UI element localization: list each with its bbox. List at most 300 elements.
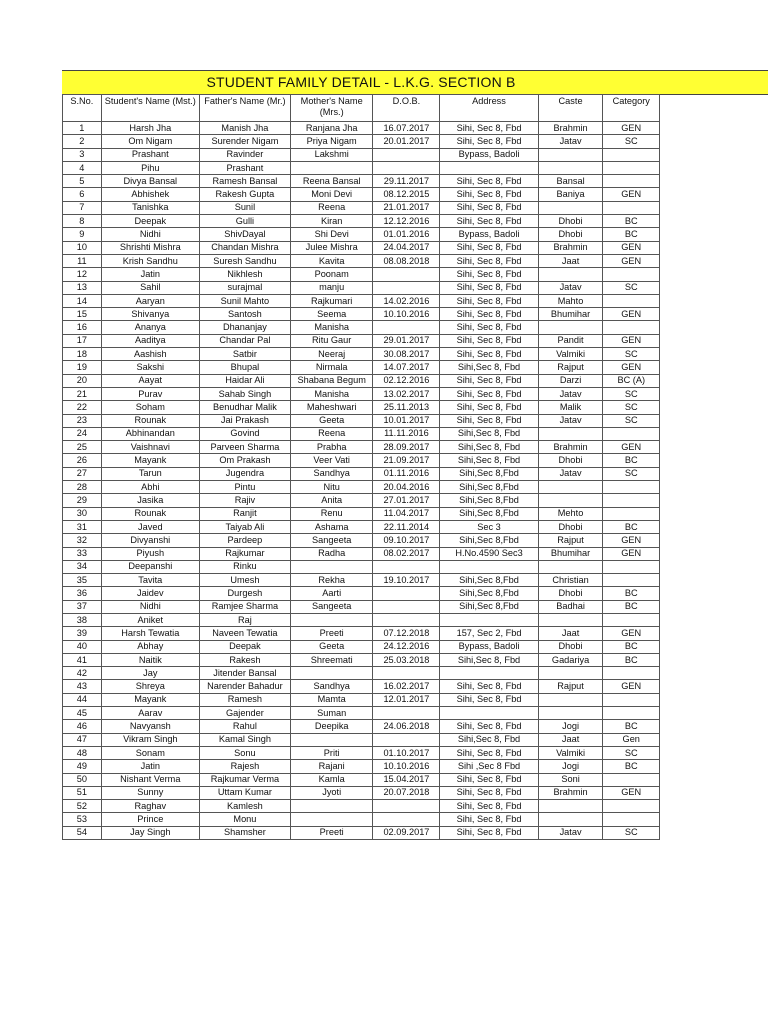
cell-dob (373, 800, 440, 813)
cell-category: Gen (603, 733, 660, 746)
cell-father-name: Govind (199, 427, 290, 440)
cell-address (440, 161, 538, 174)
cell-category (603, 507, 660, 520)
cell-caste: Mahto (538, 294, 603, 307)
cell-student-name: Abhinandan (101, 427, 199, 440)
cell-dob: 12.12.2016 (373, 215, 440, 228)
cell-dob: 19.10.2017 (373, 574, 440, 587)
cell-father-name: Durgesh (199, 587, 290, 600)
cell-sno: 11 (63, 254, 102, 267)
cell-caste: Rajput (538, 361, 603, 374)
cell-dob (373, 600, 440, 613)
table-row (63, 441, 660, 454)
cell-sno: 32 (63, 534, 102, 547)
cell-caste: Dhobi (538, 215, 603, 228)
table-row (63, 135, 660, 148)
cell-address: Sihi,Sec 8,Fbd (440, 467, 538, 480)
table-row (63, 707, 660, 720)
cell-student-name: Sunny (101, 786, 199, 799)
cell-sno: 14 (63, 294, 102, 307)
cell-dob: 01.01.2016 (373, 228, 440, 241)
cell-address: Sihi, Sec 8, Fbd (440, 773, 538, 786)
cell-mother-name: Ranjana Jha (290, 122, 373, 135)
table-row (63, 813, 660, 826)
cell-address (440, 667, 538, 680)
cell-sno: 26 (63, 454, 102, 467)
table-row (63, 175, 660, 188)
cell-address: Sihi, Sec 8, Fbd (440, 414, 538, 427)
cell-father-name: Santosh (199, 308, 290, 321)
cell-caste: Pandit (538, 334, 603, 347)
cell-father-name: Rajkumar Verma (199, 773, 290, 786)
cell-caste: Jogi (538, 720, 603, 733)
cell-mother-name: Sandhya (290, 467, 373, 480)
cell-caste: Brahmin (538, 786, 603, 799)
cell-address: Sihi, Sec 8, Fbd (440, 321, 538, 334)
cell-mother-name: Manisha (290, 387, 373, 400)
cell-category (603, 494, 660, 507)
cell-student-name: Vikram Singh (101, 733, 199, 746)
cell-caste (538, 707, 603, 720)
cell-father-name: Manish Jha (199, 122, 290, 135)
header-sno: S.No. (63, 95, 102, 122)
cell-category: GEN (603, 547, 660, 560)
cell-mother-name: Moni Devi (290, 188, 373, 201)
cell-address: Sihi, Sec 8, Fbd (440, 241, 538, 254)
table-row (63, 587, 660, 600)
cell-dob: 25.11.2013 (373, 401, 440, 414)
cell-mother-name: Preeti (290, 826, 373, 839)
cell-dob: 08.02.2017 (373, 547, 440, 560)
cell-address: H.No.4590 Sec3 (440, 547, 538, 560)
cell-dob: 30.08.2017 (373, 348, 440, 361)
cell-student-name: Purav (101, 387, 199, 400)
cell-address (440, 707, 538, 720)
cell-caste (538, 800, 603, 813)
cell-category: BC (603, 600, 660, 613)
cell-sno: 45 (63, 707, 102, 720)
cell-caste: Jatav (538, 826, 603, 839)
cell-dob: 08.08.2018 (373, 254, 440, 267)
cell-mother-name: Neeraj (290, 348, 373, 361)
cell-dob: 01.10.2017 (373, 746, 440, 759)
cell-category: GEN (603, 241, 660, 254)
cell-category: BC (603, 520, 660, 533)
sheet-title: STUDENT FAMILY DETAIL - L.K.G. SECTION B (206, 74, 516, 90)
table-row (63, 720, 660, 733)
cell-dob: 01.11.2016 (373, 467, 440, 480)
cell-dob: 20.07.2018 (373, 786, 440, 799)
cell-dob: 02.12.2016 (373, 374, 440, 387)
cell-dob: 24.06.2018 (373, 720, 440, 733)
cell-sno: 53 (63, 813, 102, 826)
cell-student-name: Divya Bansal (101, 175, 199, 188)
cell-address: Sihi, Sec 8, Fbd (440, 374, 538, 387)
table-row (63, 547, 660, 560)
cell-father-name: Rajiv (199, 494, 290, 507)
cell-student-name: Sahil (101, 281, 199, 294)
cell-address: Sihi ,Sec 8 Fbd (440, 760, 538, 773)
cell-address: 157, Sec 2, Fbd (440, 627, 538, 640)
cell-dob: 10.10.2016 (373, 760, 440, 773)
cell-category (603, 800, 660, 813)
cell-mother-name: Maheshwari (290, 401, 373, 414)
cell-sno: 42 (63, 667, 102, 680)
cell-father-name: Shamsher (199, 826, 290, 839)
cell-sno: 54 (63, 826, 102, 839)
cell-address: Sihi, Sec 8, Fbd (440, 813, 538, 826)
table-row (63, 667, 660, 680)
table-row (63, 627, 660, 640)
cell-address: Sihi,Sec 8,Fbd (440, 574, 538, 587)
cell-mother-name: Deepika (290, 720, 373, 733)
cell-father-name: Pintu (199, 481, 290, 494)
table-row (63, 321, 660, 334)
cell-dob: 24.12.2016 (373, 640, 440, 653)
cell-mother-name: Aarti (290, 587, 373, 600)
cell-mother-name: Priti (290, 746, 373, 759)
cell-dob: 14.07.2017 (373, 361, 440, 374)
cell-student-name: Aayat (101, 374, 199, 387)
cell-student-name: Abhi (101, 481, 199, 494)
cell-mother-name: Nirmala (290, 361, 373, 374)
cell-category: GEN (603, 680, 660, 693)
cell-mother-name: Kamla (290, 773, 373, 786)
cell-category (603, 574, 660, 587)
table-row (63, 161, 660, 174)
cell-mother-name: Rajani (290, 760, 373, 773)
cell-sno: 50 (63, 773, 102, 786)
cell-category: SC (603, 414, 660, 427)
cell-category: GEN (603, 188, 660, 201)
cell-caste: Valmiki (538, 348, 603, 361)
cell-caste: Valmiki (538, 746, 603, 759)
cell-father-name: Raj (199, 613, 290, 626)
cell-sno: 34 (63, 560, 102, 573)
cell-sno: 24 (63, 427, 102, 440)
cell-caste: Jatav (538, 387, 603, 400)
cell-mother-name: Geeta (290, 414, 373, 427)
cell-category: BC (603, 720, 660, 733)
cell-caste: Dhobi (538, 587, 603, 600)
cell-student-name: Tarun (101, 467, 199, 480)
cell-mother-name: Poonam (290, 268, 373, 281)
cell-category: GEN (603, 786, 660, 799)
table-row (63, 613, 660, 626)
cell-student-name: Shreya (101, 680, 199, 693)
cell-caste: Brahmin (538, 122, 603, 135)
cell-student-name: Om Nigam (101, 135, 199, 148)
table-row (63, 188, 660, 201)
cell-caste (538, 560, 603, 573)
cell-father-name: Uttam Kumar (199, 786, 290, 799)
cell-sno: 39 (63, 627, 102, 640)
cell-address: Sihi,Sec 8, Fbd (440, 653, 538, 666)
cell-sno: 28 (63, 481, 102, 494)
cell-dob: 14.02.2016 (373, 294, 440, 307)
table-row (63, 507, 660, 520)
cell-address: Sihi,Sec 8, Fbd (440, 427, 538, 440)
cell-category (603, 667, 660, 680)
cell-student-name: Rounak (101, 414, 199, 427)
cell-sno: 17 (63, 334, 102, 347)
cell-student-name: Aaryan (101, 294, 199, 307)
cell-address: Sihi, Sec 8, Fbd (440, 746, 538, 759)
cell-caste: Jatav (538, 135, 603, 148)
cell-dob: 22.11.2014 (373, 520, 440, 533)
cell-sno: 27 (63, 467, 102, 480)
cell-father-name: Kamal Singh (199, 733, 290, 746)
header-mother-name: Mother's Name (Mrs.) (290, 95, 373, 122)
cell-address: Sihi, Sec 8, Fbd (440, 188, 538, 201)
cell-caste (538, 613, 603, 626)
cell-category: GEN (603, 627, 660, 640)
cell-caste: Dhobi (538, 520, 603, 533)
cell-address: Sihi, Sec 8, Fbd (440, 786, 538, 799)
cell-mother-name: Seema (290, 308, 373, 321)
cell-dob (373, 148, 440, 161)
cell-category: SC (603, 348, 660, 361)
header-student-name: Student's Name (Mst.) (101, 95, 199, 122)
cell-father-name: Kamlesh (199, 800, 290, 813)
table-row (63, 600, 660, 613)
cell-sno: 2 (63, 135, 102, 148)
cell-category (603, 481, 660, 494)
cell-category: GEN (603, 308, 660, 321)
cell-caste: Bhumihar (538, 547, 603, 560)
cell-category: BC (603, 653, 660, 666)
cell-dob: 10.10.2016 (373, 308, 440, 321)
cell-student-name: Soham (101, 401, 199, 414)
cell-caste: Malik (538, 401, 603, 414)
cell-address: Sihi, Sec 8, Fbd (440, 348, 538, 361)
cell-mother-name: Suman (290, 707, 373, 720)
cell-father-name: Prashant (199, 161, 290, 174)
table-row (63, 201, 660, 214)
cell-category (603, 560, 660, 573)
cell-dob (373, 281, 440, 294)
cell-address: Sihi,Sec 8,Fbd (440, 600, 538, 613)
cell-mother-name: Reena Bansal (290, 175, 373, 188)
cell-father-name: Jai Prakash (199, 414, 290, 427)
cell-student-name: Jay Singh (101, 826, 199, 839)
cell-caste: Jatav (538, 414, 603, 427)
table-row (63, 228, 660, 241)
table-row (63, 148, 660, 161)
cell-category (603, 693, 660, 706)
table-row (63, 574, 660, 587)
cell-student-name: Harsh Tewatia (101, 627, 199, 640)
table-row (63, 215, 660, 228)
cell-caste: Bhumihar (538, 308, 603, 321)
cell-student-name: Harsh Jha (101, 122, 199, 135)
cell-father-name: Rakesh Gupta (199, 188, 290, 201)
cell-student-name: Deepanshi (101, 560, 199, 573)
cell-mother-name: Ashama (290, 520, 373, 533)
table-row (63, 467, 660, 480)
cell-student-name: Sakshi (101, 361, 199, 374)
cell-mother-name: Sangeeta (290, 534, 373, 547)
cell-caste: Rajput (538, 534, 603, 547)
cell-mother-name (290, 733, 373, 746)
cell-sno: 46 (63, 720, 102, 733)
cell-address: Sihi, Sec 8, Fbd (440, 387, 538, 400)
cell-dob (373, 813, 440, 826)
cell-caste (538, 427, 603, 440)
cell-father-name: Jitender Bansal (199, 667, 290, 680)
cell-mother-name: Kavita (290, 254, 373, 267)
cell-student-name: Navyansh (101, 720, 199, 733)
cell-student-name: Mayank (101, 454, 199, 467)
table-row (63, 773, 660, 786)
table-row (63, 387, 660, 400)
cell-father-name: Nikhlesh (199, 268, 290, 281)
table-row (63, 254, 660, 267)
cell-mother-name: Sangeeta (290, 600, 373, 613)
cell-student-name: Aashish (101, 348, 199, 361)
cell-student-name: Pihu (101, 161, 199, 174)
cell-father-name: surajmal (199, 281, 290, 294)
cell-sno: 33 (63, 547, 102, 560)
table-row (63, 361, 660, 374)
header-category: Category (603, 95, 660, 122)
cell-student-name: Tanishka (101, 201, 199, 214)
cell-mother-name: Priya Nigam (290, 135, 373, 148)
cell-father-name: Om Prakash (199, 454, 290, 467)
cell-sno: 44 (63, 693, 102, 706)
cell-dob: 21.09.2017 (373, 454, 440, 467)
cell-student-name: Aaditya (101, 334, 199, 347)
cell-mother-name: Shabana Begum (290, 374, 373, 387)
cell-category: SC (603, 401, 660, 414)
cell-address: Sihi, Sec 8, Fbd (440, 268, 538, 281)
cell-father-name: Rajesh (199, 760, 290, 773)
cell-sno: 51 (63, 786, 102, 799)
cell-father-name: Chandan Mishra (199, 241, 290, 254)
cell-category: GEN (603, 441, 660, 454)
cell-dob (373, 707, 440, 720)
cell-caste: Christian (538, 574, 603, 587)
cell-caste (538, 321, 603, 334)
cell-student-name: Divyanshi (101, 534, 199, 547)
cell-caste: Jaat (538, 627, 603, 640)
cell-category (603, 161, 660, 174)
cell-mother-name: Rekha (290, 574, 373, 587)
cell-student-name: Abhishek (101, 188, 199, 201)
table-row (63, 760, 660, 773)
table-row (63, 122, 660, 135)
cell-address: Sihi,Sec 8,Fbd (440, 507, 538, 520)
cell-dob (373, 613, 440, 626)
cell-father-name: Parveen Sharma (199, 441, 290, 454)
cell-student-name: Aniket (101, 613, 199, 626)
cell-sno: 47 (63, 733, 102, 746)
cell-address: Sihi, Sec 8, Fbd (440, 720, 538, 733)
cell-mother-name: Julee Mishra (290, 241, 373, 254)
cell-category: BC (603, 760, 660, 773)
cell-father-name: Sunil (199, 201, 290, 214)
cell-dob: 15.04.2017 (373, 773, 440, 786)
cell-category: GEN (603, 361, 660, 374)
cell-father-name: Ranjit (199, 507, 290, 520)
cell-caste: Darzi (538, 374, 603, 387)
cell-address: Sihi, Sec 8, Fbd (440, 122, 538, 135)
cell-father-name: Haidar Ali (199, 374, 290, 387)
table-body (63, 122, 660, 840)
cell-mother-name: Ritu Gaur (290, 334, 373, 347)
cell-sno: 20 (63, 374, 102, 387)
cell-dob: 11.11.2016 (373, 427, 440, 440)
cell-mother-name: Nitu (290, 481, 373, 494)
cell-category: BC (603, 228, 660, 241)
cell-dob: 11.04.2017 (373, 507, 440, 520)
cell-father-name: Bhupal (199, 361, 290, 374)
cell-category (603, 148, 660, 161)
cell-address: Sihi, Sec 8, Fbd (440, 800, 538, 813)
cell-student-name: Deepak (101, 215, 199, 228)
cell-caste (538, 161, 603, 174)
cell-student-name: Raghav (101, 800, 199, 813)
cell-mother-name: Veer Vati (290, 454, 373, 467)
table-row (63, 653, 660, 666)
table-row (63, 693, 660, 706)
cell-father-name: Ramjee Sharma (199, 600, 290, 613)
cell-mother-name: Anita (290, 494, 373, 507)
cell-sno: 40 (63, 640, 102, 653)
cell-caste (538, 268, 603, 281)
cell-sno: 22 (63, 401, 102, 414)
table-row (63, 454, 660, 467)
cell-sno: 23 (63, 414, 102, 427)
cell-caste: Mehto (538, 507, 603, 520)
cell-sno: 29 (63, 494, 102, 507)
cell-dob (373, 560, 440, 573)
cell-student-name: Sonam (101, 746, 199, 759)
cell-caste: Dhobi (538, 640, 603, 653)
cell-student-name: Nishant Verma (101, 773, 199, 786)
cell-father-name: Satbir (199, 348, 290, 361)
cell-father-name: ShivDayal (199, 228, 290, 241)
cell-caste: Jaat (538, 733, 603, 746)
cell-address: Bypass, Badoli (440, 228, 538, 241)
cell-sno: 16 (63, 321, 102, 334)
cell-sno: 43 (63, 680, 102, 693)
cell-sno: 21 (63, 387, 102, 400)
cell-caste (538, 667, 603, 680)
cell-dob: 28.09.2017 (373, 441, 440, 454)
cell-sno: 15 (63, 308, 102, 321)
cell-mother-name: Reena (290, 201, 373, 214)
cell-father-name: Sahab Singh (199, 387, 290, 400)
cell-address: Sihi,Sec 8, Fbd (440, 454, 538, 467)
cell-mother-name: Jyoti (290, 786, 373, 799)
table-row (63, 826, 660, 839)
cell-student-name: Shrishti Mishra (101, 241, 199, 254)
cell-sno: 5 (63, 175, 102, 188)
cell-caste: Dhobi (538, 454, 603, 467)
cell-mother-name (290, 161, 373, 174)
cell-student-name: Ananya (101, 321, 199, 334)
cell-category (603, 613, 660, 626)
cell-mother-name (290, 667, 373, 680)
cell-dob: 07.12.2018 (373, 627, 440, 640)
cell-mother-name: Geeta (290, 640, 373, 653)
cell-address: Sihi, Sec 8, Fbd (440, 175, 538, 188)
cell-student-name: Naitik (101, 653, 199, 666)
table-header (63, 95, 660, 122)
cell-dob: 25.03.2018 (373, 653, 440, 666)
cell-address: Sihi, Sec 8, Fbd (440, 680, 538, 693)
